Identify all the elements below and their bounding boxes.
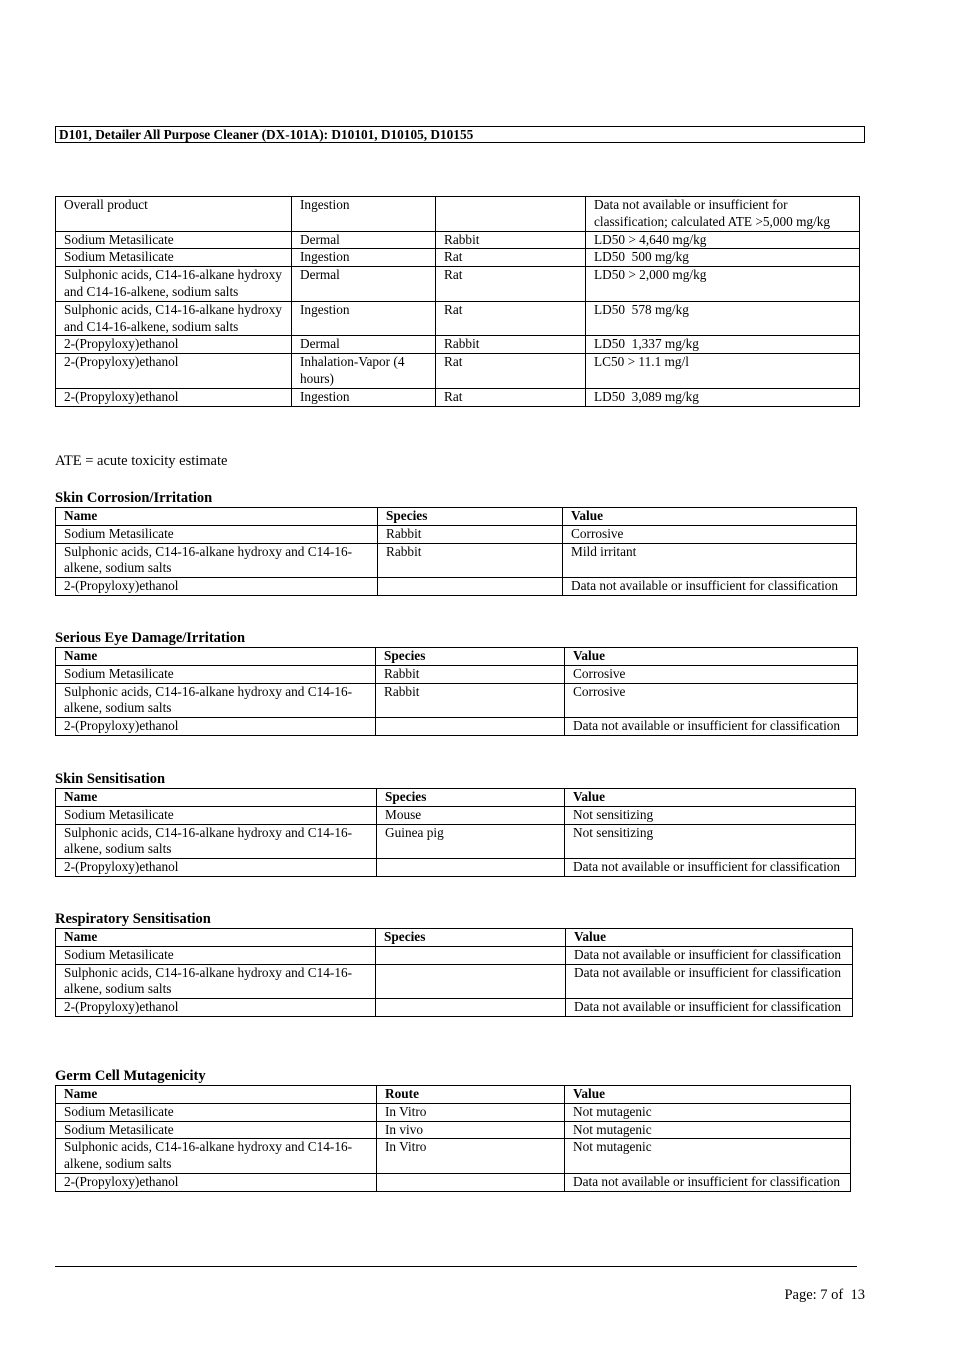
table-row: [56, 1103, 851, 1121]
table-cell: Not mutagenic: [565, 1139, 851, 1174]
table-header-row: [56, 789, 856, 807]
table-cell: LD50 3,089 mg/kg: [586, 388, 860, 406]
table-row: [56, 543, 857, 578]
section-title-eye-damage: Serious Eye Damage/Irritation: [55, 630, 246, 646]
footer-divider: [55, 1266, 857, 1267]
section-title-skin-sensitisation: Skin Sensitisation: [55, 771, 166, 787]
table-cell: Ingestion: [292, 301, 436, 336]
table-row: [56, 197, 860, 232]
table-cell: Sulphonic acids, C14-16-alkane hydroxy and C14-16-alkene, sodium salts: [56, 267, 292, 302]
column-header: Route: [377, 1086, 565, 1104]
table-cell: LD50 500 mg/kg: [586, 249, 860, 267]
table-cell: Rat: [436, 301, 586, 336]
table-row: [56, 388, 860, 406]
table-cell: Not sensitizing: [565, 806, 856, 824]
table-cell: Sodium Metasilicate: [56, 665, 376, 683]
table-header-row: [56, 929, 853, 947]
table-cell: LD50 > 2,000 mg/kg: [586, 267, 860, 302]
table-cell: Rabbit: [376, 683, 565, 718]
document-header: [55, 126, 865, 143]
table-cell: Data not available or insufficient for classification; calculated ATE >5,000 mg/kg: [586, 197, 860, 232]
table-row: [56, 946, 853, 964]
skin-sensitisation-table: [55, 788, 856, 877]
table-cell: In Vitro: [377, 1103, 565, 1121]
table-cell: Not mutagenic: [565, 1121, 851, 1139]
table-cell: Rat: [436, 354, 586, 389]
table-cell: Sodium Metasilicate: [56, 806, 377, 824]
table-cell: 2-(Propyloxy)ethanol: [56, 578, 378, 596]
table-cell: 2-(Propyloxy)ethanol: [56, 859, 377, 877]
column-header: Species: [378, 508, 563, 526]
column-header: Value: [563, 508, 857, 526]
table-cell: Inhalation-Vapor (4 hours): [292, 354, 436, 389]
table-cell: Sulphonic acids, C14-16-alkane hydroxy and C14-16-alkene, sodium salts: [56, 683, 376, 718]
column-header: Name: [56, 929, 376, 947]
ate-note: ATE = acute toxicity estimate: [55, 453, 228, 469]
table-cell: Data not available or insufficient for classification: [563, 578, 857, 596]
page-number: Page: 7 of 13: [784, 1287, 865, 1303]
table-cell: Sodium Metasilicate: [56, 1103, 377, 1121]
table-cell: [376, 999, 566, 1017]
table-cell: Corrosive: [565, 665, 858, 683]
table-cell: In vivo: [377, 1121, 565, 1139]
table-cell: Ingestion: [292, 249, 436, 267]
column-header: Species: [377, 789, 565, 807]
table-header-row: [56, 1086, 851, 1104]
table-row: [56, 683, 858, 718]
table-cell: Sulphonic acids, C14-16-alkane hydroxy and C14-16-alkene, sodium salts: [56, 824, 377, 859]
table-cell: 2-(Propyloxy)ethanol: [56, 1173, 377, 1191]
table-cell: Data not available or insufficient for classification: [565, 718, 858, 736]
table-row: [56, 1173, 851, 1191]
table-cell: LD50 1,337 mg/kg: [586, 336, 860, 354]
column-header: Value: [565, 648, 858, 666]
table-row: [56, 249, 860, 267]
table-cell: Data not available or insufficient for classification: [566, 999, 853, 1017]
document-title: D101, Detailer All Purpose Cleaner (DX-101A): D10101, D10105, D10155: [59, 127, 474, 142]
table-cell: Sodium Metasilicate: [56, 525, 378, 543]
column-header: Value: [566, 929, 853, 947]
table-cell: [376, 718, 565, 736]
column-header: Value: [565, 789, 856, 807]
table-cell: 2-(Propyloxy)ethanol: [56, 354, 292, 389]
table-cell: [436, 197, 586, 232]
table-cell: Dermal: [292, 267, 436, 302]
respiratory-sensitisation-table: [55, 928, 853, 1017]
table-cell: Ingestion: [292, 197, 436, 232]
table-cell: Overall product: [56, 197, 292, 232]
table-cell: Corrosive: [563, 525, 857, 543]
table-cell: [376, 946, 566, 964]
table-cell: Rabbit: [436, 231, 586, 249]
table-cell: Sulphonic acids, C14-16-alkane hydroxy and C14-16-alkene, sodium salts: [56, 1139, 377, 1174]
column-header: Name: [56, 789, 377, 807]
table-cell: LD50 578 mg/kg: [586, 301, 860, 336]
table-cell: Dermal: [292, 231, 436, 249]
table-row: [56, 806, 856, 824]
table-cell: LC50 > 11.1 mg/l: [586, 354, 860, 389]
table-cell: Rat: [436, 267, 586, 302]
table-cell: Rat: [436, 388, 586, 406]
table-cell: 2-(Propyloxy)ethanol: [56, 388, 292, 406]
table-row: [56, 354, 860, 389]
table-cell: 2-(Propyloxy)ethanol: [56, 999, 376, 1017]
table-row: [56, 999, 853, 1017]
table-row: [56, 525, 857, 543]
column-header: Species: [376, 929, 566, 947]
column-header: Name: [56, 1086, 377, 1104]
table-cell: Data not available or insufficient for classification: [566, 946, 853, 964]
table-cell: Ingestion: [292, 388, 436, 406]
table-cell: [377, 859, 565, 877]
table-cell: 2-(Propyloxy)ethanol: [56, 336, 292, 354]
table-cell: Corrosive: [565, 683, 858, 718]
germ-cell-table: [55, 1085, 851, 1192]
table-cell: Sulphonic acids, C14-16-alkane hydroxy and C14-16-alkene, sodium salts: [56, 964, 376, 999]
table-row: [56, 336, 860, 354]
table-row: [56, 578, 857, 596]
table-header-row: [56, 508, 857, 526]
table-cell: Data not available or insufficient for classification: [565, 859, 856, 877]
table-cell: Mild irritant: [563, 543, 857, 578]
table-row: [56, 231, 860, 249]
column-header: Species: [376, 648, 565, 666]
table-cell: Not sensitizing: [565, 824, 856, 859]
table-cell: Rabbit: [436, 336, 586, 354]
table-header-row: [56, 648, 858, 666]
section-title-respiratory-sensitisation: Respiratory Sensitisation: [55, 911, 211, 927]
table-cell: Data not available or insufficient for classification: [566, 964, 853, 999]
column-header: Name: [56, 648, 376, 666]
table-row: [56, 301, 860, 336]
table-cell: Not mutagenic: [565, 1103, 851, 1121]
table-row: [56, 1121, 851, 1139]
acute-toxicity-table: [55, 196, 860, 407]
table-cell: Rat: [436, 249, 586, 267]
table-cell: Rabbit: [378, 543, 563, 578]
table-cell: Dermal: [292, 336, 436, 354]
table-cell: LD50 > 4,640 mg/kg: [586, 231, 860, 249]
column-header: Name: [56, 508, 378, 526]
table-cell: Data not available or insufficient for classification: [565, 1173, 851, 1191]
table-row: [56, 718, 858, 736]
table-cell: Sodium Metasilicate: [56, 1121, 377, 1139]
table-row: [56, 665, 858, 683]
table-cell: Rabbit: [376, 665, 565, 683]
skin-corrosion-table: [55, 507, 857, 596]
column-header: Value: [565, 1086, 851, 1104]
table-cell: Sulphonic acids, C14-16-alkane hydroxy and C14-16-alkene, sodium salts: [56, 301, 292, 336]
table-cell: Sodium Metasilicate: [56, 946, 376, 964]
eye-damage-table: [55, 647, 858, 736]
table-cell: Guinea pig: [377, 824, 565, 859]
table-cell: [376, 964, 566, 999]
table-cell: Sodium Metasilicate: [56, 249, 292, 267]
table-cell: Rabbit: [378, 525, 563, 543]
table-row: [56, 859, 856, 877]
table-cell: 2-(Propyloxy)ethanol: [56, 718, 376, 736]
table-row: [56, 824, 856, 859]
table-cell: [378, 578, 563, 596]
table-row: [56, 1139, 851, 1174]
table-cell: Sulphonic acids, C14-16-alkane hydroxy and C14-16-alkene, sodium salts: [56, 543, 378, 578]
table-row: [56, 964, 853, 999]
table-cell: In Vitro: [377, 1139, 565, 1174]
table-row: [56, 267, 860, 302]
table-cell: [377, 1173, 565, 1191]
table-cell: Mouse: [377, 806, 565, 824]
table-cell: Sodium Metasilicate: [56, 231, 292, 249]
section-title-skin-corrosion: Skin Corrosion/Irritation: [55, 490, 213, 506]
section-title-germ-cell: Germ Cell Mutagenicity: [55, 1068, 206, 1084]
